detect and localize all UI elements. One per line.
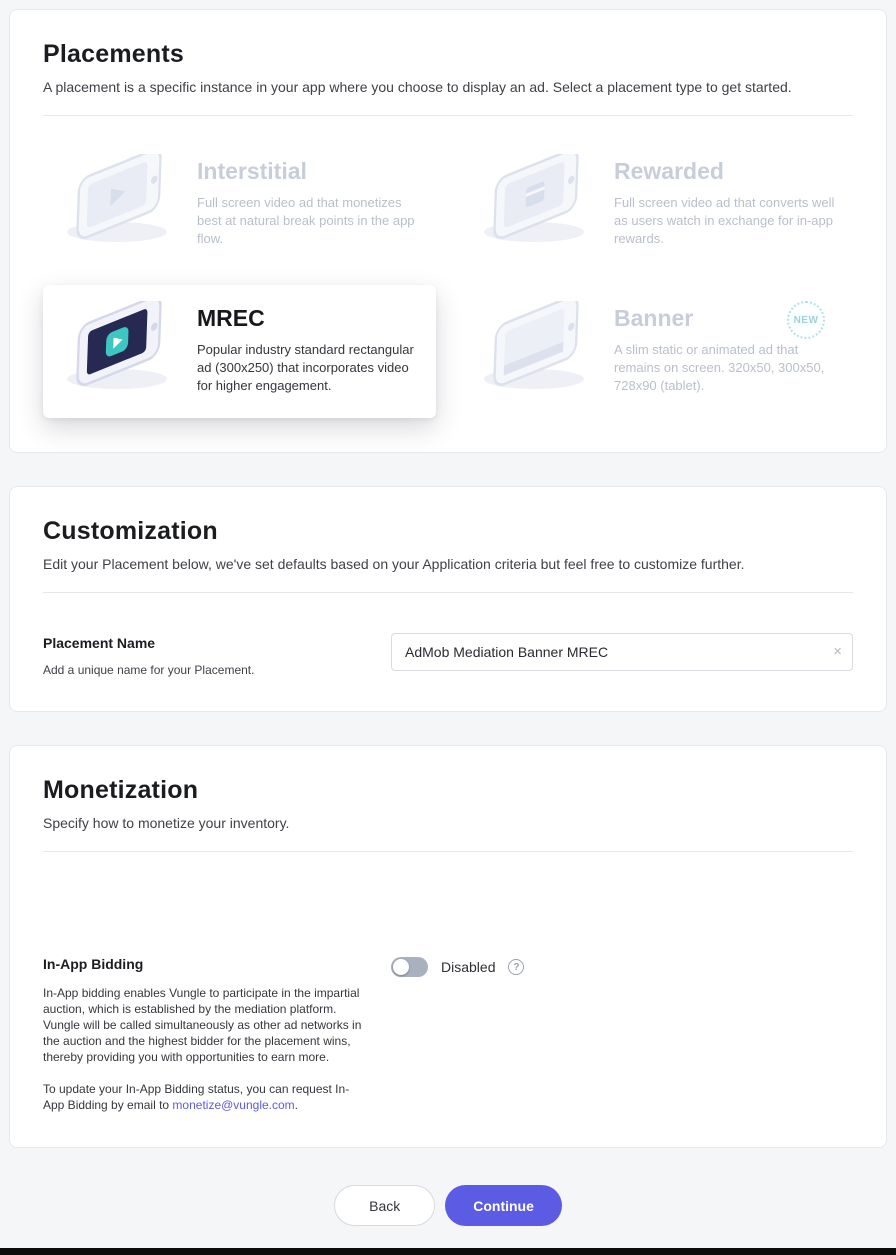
placement-type-rewarded[interactable] xyxy=(460,138,853,271)
placements-title: Placements xyxy=(43,40,184,68)
new-badge: NEW xyxy=(787,301,825,339)
interstitial-desc: Full screen video ad that monetizes best at natural break points in the app flow. xyxy=(197,195,415,246)
mrec-desc: Popular industry standard rectangular ad (300x250) that incorporates video for higher engagement. xyxy=(197,342,414,393)
interstitial-phone-icon xyxy=(59,154,187,253)
monetization-subtitle: Specify how to monetize your inventory. xyxy=(43,815,290,831)
placements-card xyxy=(9,9,887,453)
banner-phone-icon xyxy=(476,301,604,400)
placement-name-input-wrap xyxy=(391,633,853,671)
monetization-card xyxy=(9,745,887,1148)
contact-text-pre: To update your In-App Bidding status, you can request In-App Bidding by email to xyxy=(43,1082,350,1112)
interstitial-title: Interstitial xyxy=(197,158,307,184)
banner-desc: A slim static or animated ad that remains on screen. 320x50, 300x50, 728x90 (tablet). xyxy=(614,342,825,393)
placement-name-label-block xyxy=(43,633,391,677)
bottom-edge-bar xyxy=(0,1248,896,1255)
monetization-title: Monetization xyxy=(43,776,199,804)
in-app-bidding-status: Disabled xyxy=(441,959,496,975)
placement-name-input[interactable] xyxy=(391,633,853,671)
placements-divider xyxy=(43,115,853,116)
monetization-divider xyxy=(43,851,853,852)
in-app-bidding-contact xyxy=(43,1081,365,1113)
rewarded-desc: Full screen video ad that converts well as users watch in exchange for in-app rewards. xyxy=(614,195,835,246)
rewarded-phone-icon xyxy=(476,154,604,253)
in-app-bidding-row xyxy=(43,956,853,1113)
rewarded-text xyxy=(614,154,837,248)
in-app-bidding-desc: In-App bidding enables Vungle to participate in the impartial auction, which is established by the mediation platform. Vungle will be called simultaneously as other ad networks in the auction and the highest bidder for the placement wins, thereby providing you with opportunities to earn more. xyxy=(43,986,362,1064)
customization-card xyxy=(9,486,887,712)
interstitial-text xyxy=(197,154,420,248)
placement-name-label: Placement Name xyxy=(43,635,156,651)
rewarded-title: Rewarded xyxy=(614,158,724,184)
placement-name-row xyxy=(43,633,853,677)
in-app-bidding-toggle[interactable] xyxy=(391,957,428,977)
mrec-text xyxy=(197,301,420,395)
toggle-knob xyxy=(393,959,409,975)
banner-title: Banner xyxy=(614,305,694,331)
placement-type-banner[interactable] xyxy=(460,285,853,418)
mrec-title: MREC xyxy=(197,305,265,331)
back-button[interactable]: Back xyxy=(334,1185,435,1226)
mrec-phone-icon xyxy=(59,301,187,400)
placement-name-help: Add a unique name for your Placement. xyxy=(43,663,255,677)
in-app-bidding-toggle-row xyxy=(391,956,524,977)
placement-type-mrec[interactable] xyxy=(43,285,436,418)
placement-type-interstitial[interactable] xyxy=(43,138,436,271)
help-icon[interactable]: ? xyxy=(508,959,524,975)
in-app-bidding-left xyxy=(43,956,391,1113)
clear-input-icon[interactable]: × xyxy=(833,643,842,660)
monetize-email-link[interactable]: monetize@vungle.com xyxy=(172,1098,295,1112)
customization-divider xyxy=(43,592,853,593)
customization-subtitle: Edit your Placement below, we've set defaults based on your Application criteria but feel free to customize further. xyxy=(43,556,745,572)
placements-subtitle: A placement is a specific instance in your app where you choose to display an ad. Select a placement type to get started. xyxy=(43,79,792,95)
placement-type-grid xyxy=(43,138,853,418)
continue-button[interactable]: Continue xyxy=(445,1185,562,1226)
customization-title: Customization xyxy=(43,517,218,545)
in-app-bidding-label: In-App Bidding xyxy=(43,956,144,972)
contact-text-post: . xyxy=(294,1098,299,1112)
